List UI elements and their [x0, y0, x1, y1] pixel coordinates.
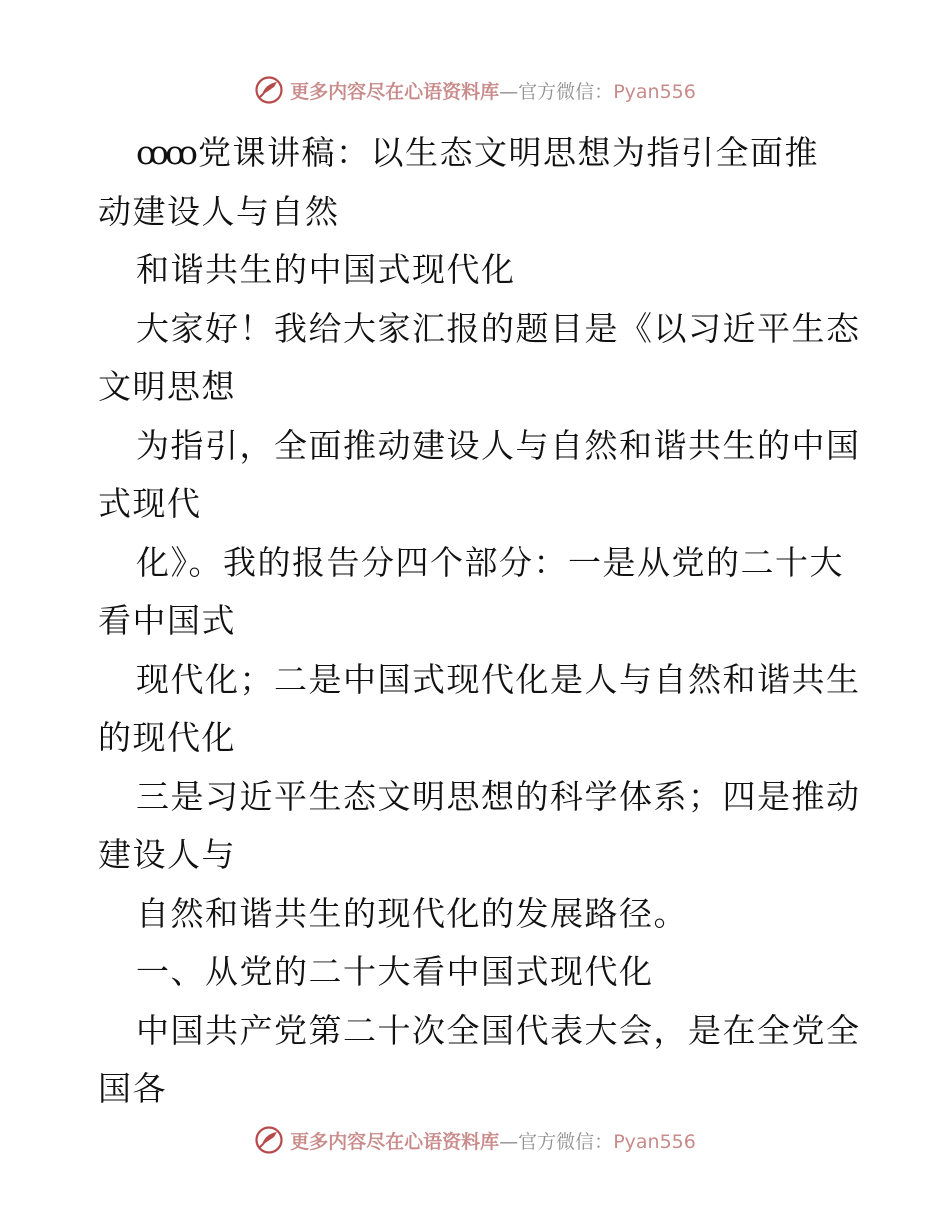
footer-banner	[0, 1120, 950, 1160]
banner-wechat-label: 官方微信：	[518, 1130, 614, 1153]
text-line-content: 的现代化	[98, 718, 236, 757]
text-line-content: 一、从党的二十大看中国式现代化	[136, 952, 654, 991]
text-line-content: 看中国式	[98, 601, 236, 640]
text-line-content: 党课讲稿：以生态文明思想为指引全面推	[197, 133, 819, 172]
title-ornament-icon: ꝏꝏ	[136, 133, 194, 172]
banner-wechat-id: Pyan556	[613, 1130, 696, 1153]
text-line-content: 现代化；二是中国式现代化是人与自然和谐共生	[136, 659, 861, 699]
banner-wechat-id: Pyan556	[613, 80, 696, 103]
text-line-content: 建设人与	[98, 835, 236, 874]
text-line	[98, 592, 858, 651]
text-line-content: 动建设人与自然	[98, 191, 340, 231]
text-line	[98, 183, 858, 242]
banner-text	[290, 77, 696, 104]
text-line	[98, 826, 858, 885]
text-line	[98, 241, 858, 300]
text-line	[98, 943, 858, 1002]
text-line	[98, 417, 861, 476]
pen-swirl-logo-icon	[254, 75, 284, 105]
text-line	[98, 709, 858, 768]
text-line	[98, 885, 858, 944]
text-line-content: 大家好！我给大家汇报的题目是《以习近平生态	[136, 308, 861, 348]
text-line-content: 化》。我的报告分四个部分：一是从党的二十大	[136, 542, 844, 582]
text-line-content: 文明思想	[98, 367, 236, 406]
text-line	[98, 768, 861, 827]
banner-wechat-label: 官方微信：	[518, 80, 614, 103]
banner-site-name: 更多内容尽在心语资料库	[290, 1130, 500, 1153]
text-line	[98, 358, 858, 417]
banner-dash: —	[499, 1130, 519, 1153]
pen-swirl-logo-icon	[254, 1125, 284, 1155]
banner-dash: —	[499, 80, 519, 103]
text-line-content: 自然和谐共生的现代化的发展路径。	[136, 893, 688, 933]
text-line	[98, 534, 858, 593]
text-line-content: 三是习近平生态文明思想的科学体系；四是推动	[136, 776, 861, 816]
text-line-content: 国各	[98, 1069, 167, 1108]
text-line-content: 中国共产党第二十次全国代表大会，是在全党全	[136, 1010, 861, 1050]
banner-site-name: 更多内容尽在心语资料库	[290, 80, 500, 103]
text-line-content: 式现代	[98, 484, 202, 523]
text-line	[98, 300, 861, 359]
header-banner	[0, 70, 950, 110]
text-line	[98, 475, 858, 534]
document-body	[98, 124, 861, 1119]
text-line	[98, 124, 858, 183]
text-line	[98, 651, 861, 710]
text-line	[98, 1002, 861, 1061]
text-line-content: 为指引，全面推动建设人与自然和谐共生的中国	[136, 425, 861, 465]
text-line-content: 和谐共生的中国式现代化	[136, 250, 516, 289]
banner-text	[290, 1127, 696, 1154]
text-line	[98, 1060, 858, 1119]
